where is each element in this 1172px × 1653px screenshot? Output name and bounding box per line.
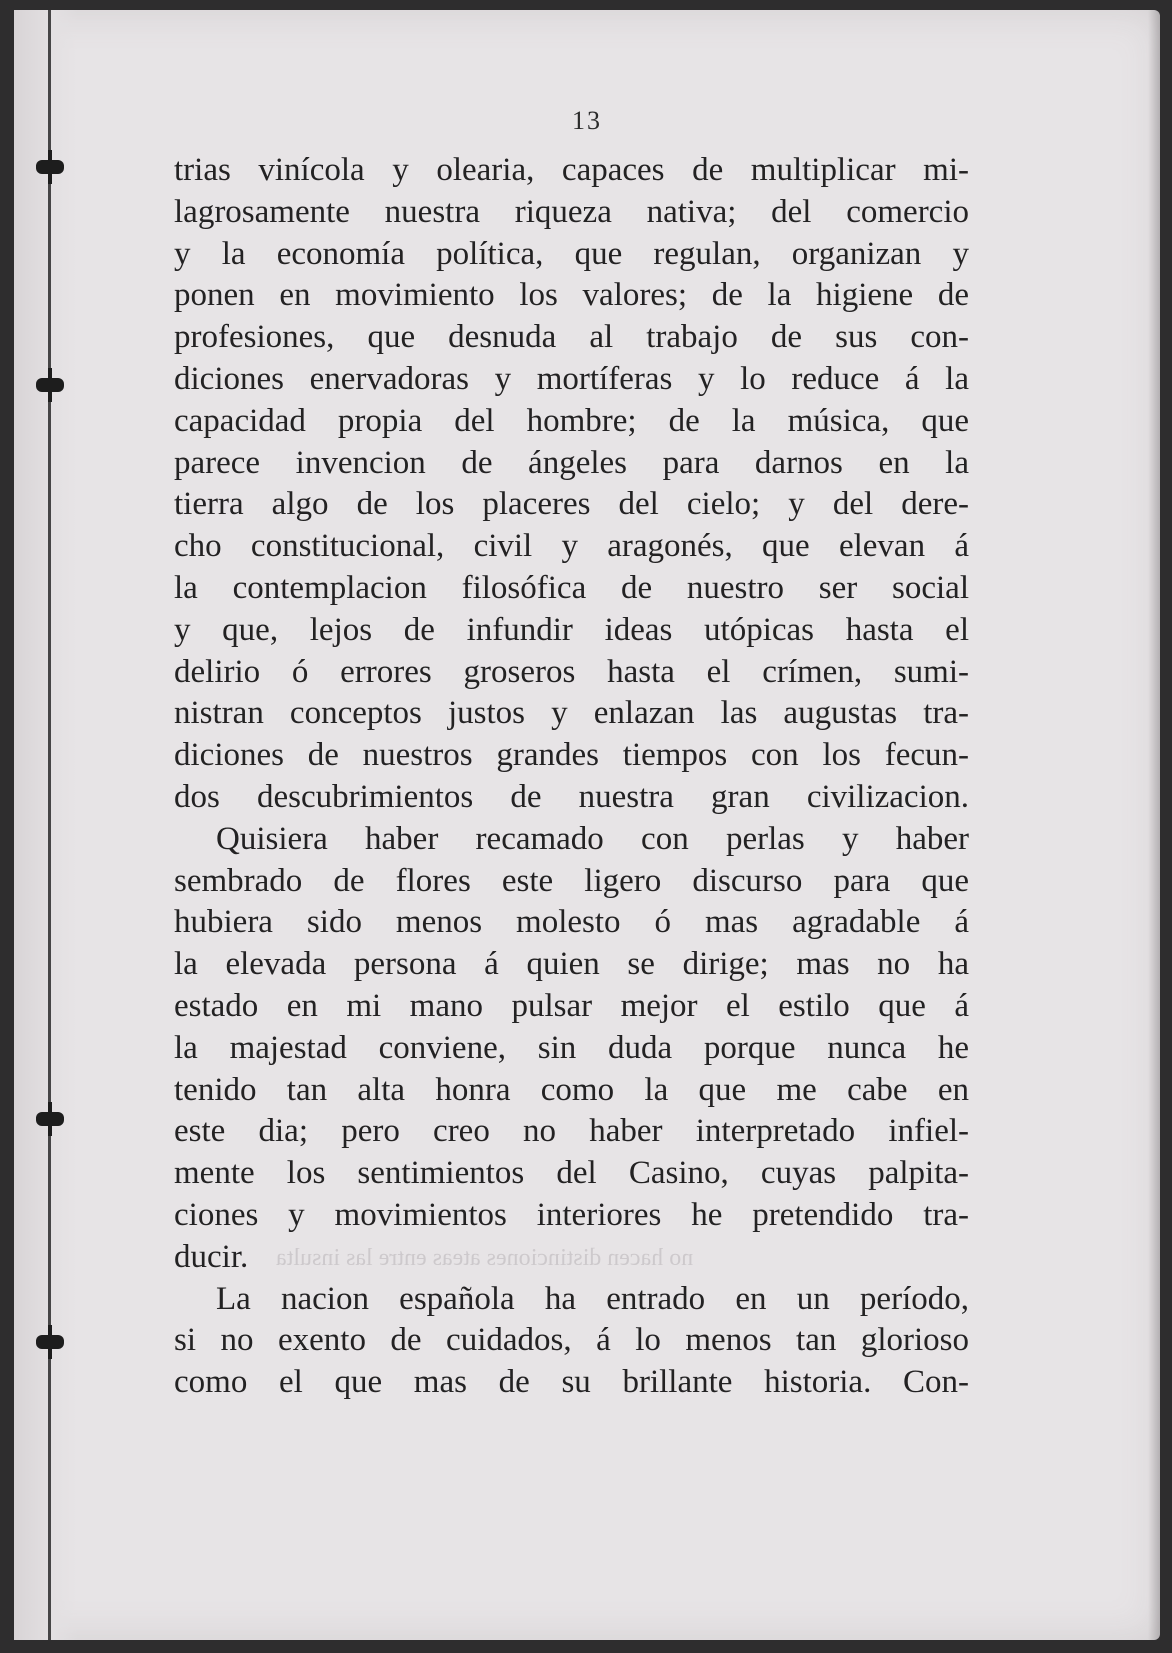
text-line: estado en mi mano pulsar mejor el estilo que á [174, 987, 969, 1024]
text-line: ciones y movimientos interiores he pretendido tra- [174, 1196, 969, 1233]
text-line: la majestad conviene, sin duda porque nunca he [174, 1029, 969, 1066]
binding-stitch [36, 1335, 64, 1349]
text-line: profesiones, que desnuda al trabajo de sus con- [174, 319, 969, 356]
text-line: dos descubrimientos de nuestra gran civilizacion. [174, 778, 969, 815]
text-line: ponen en movimiento los valores; de la higiene de [174, 277, 969, 314]
text-line: y que, lejos de infundir ideas utópicas hasta el [174, 611, 969, 648]
text-line: como el que mas de su brillante historia. Con- [174, 1364, 969, 1401]
text-line: sembrado de flores este ligero discurso para que [174, 862, 969, 899]
text-line: la contemplacion filosófica de nuestro ser social [174, 569, 969, 606]
text-line: diciones de nuestros grandes tiempos con los fecun- [174, 737, 969, 774]
text-line: ducir. [174, 1238, 249, 1275]
binding-stitch [36, 378, 64, 392]
text-line: tenido tan alta honra como la que me cabe en [174, 1071, 969, 1108]
text-line: la elevada persona á quien se dirige; mas no ha [174, 946, 969, 983]
page-edge-shadow [1148, 10, 1160, 1640]
text-line: cho constitucional, civil y aragonés, que elevan á [174, 528, 969, 565]
text-line: tierra algo de los placeres del cielo; y del dere- [174, 486, 969, 523]
page-number: 13 [572, 106, 602, 135]
text-line: este dia; pero creo no haber interpretado infiel- [174, 1113, 969, 1150]
text-line: delirio ó errores groseros hasta el crímen, sumi- [174, 653, 969, 690]
text-line: La nacion española ha entrado en un período, [216, 1280, 969, 1317]
binding-stitch [36, 1112, 64, 1126]
text-line: capacidad propia del hombre; de la música, que [174, 402, 969, 439]
text-line: si no exento de cuidados, á lo menos tan glorioso [174, 1322, 969, 1359]
text-line: mente los sentimientos del Casino, cuyas palpita- [174, 1155, 969, 1192]
text-line: lagrosamente nuestra riqueza nativa; del comercio [174, 193, 969, 230]
text-line: nistran conceptos justos y enlazan las augustas tra- [174, 695, 969, 732]
text-line: parece invencion de ángeles para darnos en la [174, 444, 969, 481]
text-line: diciones enervadoras y mortíferas y lo reduce á la [174, 360, 969, 397]
body-text [174, 150, 969, 1404]
bleed-through-text: no hacen distinciones ateas entre las insulta [276, 1245, 694, 1271]
binding-gutter [14, 10, 78, 1640]
book-page [14, 10, 1160, 1640]
text-line: y la economía política, que regulan, organizan y [174, 235, 969, 272]
binding-stitch [36, 160, 64, 174]
text-line: hubiera sido menos molesto ó mas agradable á [174, 904, 969, 941]
text-line: Quisiera haber recamado con perlas y haber [216, 820, 969, 857]
text-line: trias vinícola y olearia, capaces de multiplicar mi- [174, 152, 969, 188]
binding-fold [48, 10, 51, 1640]
